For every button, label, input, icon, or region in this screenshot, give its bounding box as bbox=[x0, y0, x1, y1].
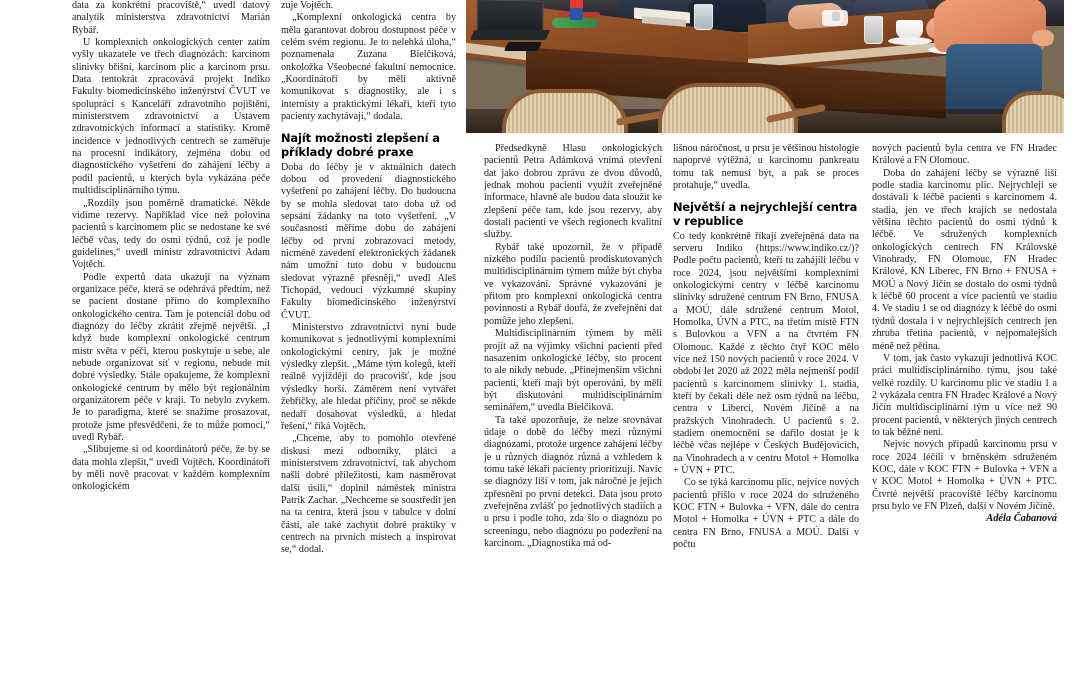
paragraph: Co tedy konkrétně říkají zveřejněná data na serveru Indiko (https://www.indiko.cz/)? Podle počtu pacientů, kteří tu zahájili léčbu v roce 2024, jsou největšími komplexními onkologickými centry v léčbě karcinomu slinivky sdružené centrum FN Brno, FNUSA a MOÚ, dále sdružené centrum Motol, Homolka, ÚVN a PTC, na třetím místě FTN s Bulovkou a VFN a na čtvrtém FN Olomouc. Každé z těchto čtyř KOC mělo více než 150 nových pacientů v roce 2024. V období let 2020 až 2022 měla nejmenší podíl pacientů s karcinomem slinivky 1. stadia, kteří by čekali déle než osm týdnů na léčbu, centra v Liberci, Novém Jičíně a na pražských Vinohradech. U pacientů s 2. stadiem onemocnění se dařilo dostat je k léčbě včas nejlépe v Českých Budějovicích, na Vinohradech a v centru Motol + Homolka + ÚVN + PTC. bbox=[673, 230, 859, 477]
paragraph: V tom, jak často vykazují jednotlivá KOC práci multidisciplinárního týmu, jsou také velké rozdíly. U karcinomu plic ve stadiu 1 a 2 vykázala centra FN Hradec Králové a Nový Jičín multidisciplinární tým u více než 90 procent pacientů, v některých jiných centrech to tak běžné není. bbox=[872, 352, 1057, 438]
paragraph: Podle expertů data ukazují na význam organizace péče, která se odehrává předtím, než se pacient dostane přímo do komplexního onkologického centra. Tam je potenciál dobu od diagnózy do léčby zkrátit zřejmě největší. „I když bude komplexní onkologické centrum mistr světa v péči, kterou poskytuje u sebe, ale nebude organizovat síť v regionu, nebude mít dobré výsledky. Stále opakujeme, že komplexní onkologické centrum by mělo být regionálním organizátorem péče v kraji. To nebylo zvykem. Je to paradigma, které se snažíme prosazovat, protože jsme přesvědčeni, že to může pomoci,“ uvedl Rybář. bbox=[72, 271, 270, 444]
paragraph: Doba do léčby je v aktuálních datech dobou od provedení diagnostického vyšetření po zahájení léčby. Do budoucna by se mohla sledovat tato doba už od sepsání žádanky na toto vyšetření. „V současnosti měříme dobu do zahájení léčby od první zobrazovací metody, nicméně zavedení elektronických žádanek nám umožní tuto dobu v budoucnu sledovat výrazně přesněji,“ uvedl Aleš Tichopád, vedoucí výzkumné skupiny Fakulty biomedicínského inženýrství ČVUT. bbox=[281, 161, 456, 321]
paragraph: data za konkrétní pracoviště,“ uvedl datový analytik ministerstva zdravotnictví Marián Rybář. bbox=[72, 0, 270, 36]
paragraph: lišnou náročnost, u prsu je většinou histologie napoprvé výtěžná, u karcinomu pankreatu tomu tak nemusí být, a pak se proces protahuje,“ uvedla. bbox=[673, 143, 859, 192]
paragraph: Co se týká karcinomu plic, nejvíce nových pacientů přišlo v roce 2024 do sdruženého KOC FTN + Bulovka + VFN, dále do centra Motol + Homolka + ÚVN + PTC a dále do centra FN Brno, FNUSA a MOÚ. Další v počtu bbox=[673, 477, 859, 551]
paragraph: zuje Vojtěch. bbox=[281, 0, 334, 11]
paragraph: Ministerstvo zdravotnictví nyní bude komunikovat s jednotlivými komplexními onkologickými centry, jak je možné výsledky zlepšit. „Máme tým kolegů, kteří reálně vyjíždějí do pracovišť, kde jsou výsledky horší. Záměrem není vytvářet žebříčky, ale hledat příčiny, proč se někde nedaří dosahovat výsledků, a hledat řešení,“ říká Vojtěch. bbox=[281, 322, 456, 432]
paragraph: Nejvíc nových případů karcinomu prsu v roce 2024 léčili v brněnském sdruženém KOC, dále v KOC FTN + Bulovka + VFN a v KOC Motol + Homolka + ÚVN + PTC. Čtvrté největší pracoviště léčby karcinomu prsu bylo ve FN Plzeň, další v Novém Jičíně. bbox=[872, 439, 1057, 512]
photo-chair bbox=[658, 83, 798, 133]
paragraph: Doba do zahájení léčby se výrazně liší podle stadia karcinomu plic. Nejrychleji se dostávali k léčbě pacienti s karcinomem 4. stadia, jen ve třech krajích se nedostala většina těchto pacientů do osmi týdnů k léčbě. Ve sdružených komplexních onkologických centrech FN Královské Vinohrady, FN Olomouc, FN Hradec Králové, KN Liberec, FN Brno + FNUSA + MOÚ a Nový Jičín se dostalo do osmi týdnů k léčbě 60 procent a více pacientů ve stadiu 4. Ve stadiu 1 se od diagnózy k léčbě do osmi týdnů dostala i v nejrychlejších centrech jen zhruba třetina pacientů, v nejpomalejších méně než pětina. bbox=[872, 167, 1057, 352]
text-column-3 bbox=[484, 143, 662, 550]
text-column-4 bbox=[673, 143, 859, 552]
text-column-5 bbox=[872, 143, 1057, 526]
photo-water-glass bbox=[864, 16, 883, 44]
photo-saucer bbox=[888, 37, 932, 45]
paragraph: Rybář také upozornil, že v případě nízkého podílu pacientů prodiskutovaných multidisciplinárním týmem může být chyba ve vykazování. Správné vykazování je přitom pro komplexní onkologická centra povinností a Rybář doufá, že zveřejnění dat pomůže jeho zlepšení. bbox=[484, 241, 662, 327]
photo-beverage-cans bbox=[570, 0, 583, 20]
author-byline: Adéla Čabanová bbox=[986, 513, 1057, 525]
section-heading-1: Najít možnosti zlepšení a příklady dobré praxe bbox=[281, 131, 440, 160]
text-column-1 bbox=[72, 0, 270, 494]
photo-chair bbox=[502, 89, 628, 133]
paragraph: U komplexních onkologických center zatím vyšly ukazatele ve třech diagnózách: karcinom slinivky břišní, karcinom plic a karcinom prsu. Data tentokrát zpracovává projekt Indiko Fakulty biomedicínského inženýrství ČVUT ve spolupráci s Kanceláří zdravotního pojištění, ministerstvem zdravotnictví a Ústavem zdravotnických informací a statistiky. Kromě incidence v jednotlivých centrech se zaměřuje na procesní indikátory, zejména dobu od diagnostického vyšetření do zahájení léčby a podíl pacientů, u kterých byla vykázána péče multidisciplinárního týmu. bbox=[72, 37, 270, 197]
photo-wristwatch bbox=[832, 12, 840, 21]
paragraph: „Rozdíly jsou poměrně dramatické. Někde vidíme rezervy. Například více než polovina pacientů s karcinomem plic se nedostane ke své léčbě včas, tedy do osmi týdnů, což je podle guidelines,“ uvedl ministr zdravotnictví Adam Vojtěch. bbox=[72, 197, 270, 271]
paragraph: Předsedkyně Hlasu onkologických pacientů Petra Adámková vnímá otevření dat jako dobrou zprávu ze dvou důvodů, jednak mohou pacienti využít zveřejněné informace, hlavně ale budou data sloužit ke zlepšení péče tam, kde jsou rezervy, aby dostali pacienti ve všech regionech kvalitní služby. bbox=[484, 143, 662, 241]
paragraph: „Slibujeme si od koordinátorů péče, že by se data mohla zlepšit,“ uvedl Vojtěch. Koordinátoři by měli nově pracovat v každém komplexním onkologickém bbox=[72, 444, 270, 493]
paragraph: „Chceme, aby to pomohlo otevřené diskusi mezi odborníky, plátci a ministerstvem zdravotnictví, tak abychom našli dobré příležitosti, kam nasměrovat další úsilí,“ doplnil náměstek ministra Patrik Zachar. „Nechceme se soustředit jen na ta centra, která jsou v tabulce v dolní části, ale také zachytit dobré praktiky v centrech na prvních místech a inspirovat se,“ dodal. bbox=[281, 433, 456, 556]
article-photo bbox=[466, 0, 1064, 133]
paragraph: Ta také upozorňuje, že nelze srovnávat údaje o době do léčby mezi různými diagnózami, protože urgence zahájení léčby je u různých diagnóz různá a vzhledem k tomu také lékaři pacienty prioritizují. Navíc se diagnózy liší v tom, jak náročné je jejich zpřesnění po první detekci. Data jsou proto zveřejněna zvlášť po jednotlivých stadiích a u prsu i podle toho, zda šlo o diagnózu po screeningu, nebo diagnózu po podezření na karcinom. „Diagnostika má od- bbox=[484, 414, 662, 549]
paragraph: „Komplexní onkologická centra by měla garantovat dobrou dostupnost péče v celém svém regionu. Je to nelehká úloha,“ poznamenala Zuzana Bielčiková, onkoložka Všeobecné fakultní nemocnice. „Koordinátoři by měli aktivně komunikovat s diagnostiky, ale i s internisty a praktickými lékaři, kteří tyto pacienty zachytávají,“ dodala. bbox=[281, 12, 456, 123]
section-heading-2: Největší a nejrychlejší centra v republice bbox=[673, 200, 858, 228]
paragraph: nových pacientů byla centra ve FN Hradec Králové a FN Olomouc. bbox=[872, 143, 1057, 167]
photo-meeting-room bbox=[466, 0, 1064, 133]
paragraph: Multidisciplinárním týmem by měli projít až na výjimky všichni pacienti před nasazením onkologické léčby, sto procent to ale nikdy nebude. „Přinejmenším všichni pacienti, kteří mají být operováni, by měli být diskutováni multidisciplinárním seminářem,“ uvedla Bielčiková. bbox=[484, 328, 662, 414]
text-column-2 bbox=[281, 0, 456, 557]
photo-phone bbox=[504, 42, 542, 51]
photo-laptop-base bbox=[470, 30, 550, 40]
photo-water-glass bbox=[694, 4, 713, 30]
